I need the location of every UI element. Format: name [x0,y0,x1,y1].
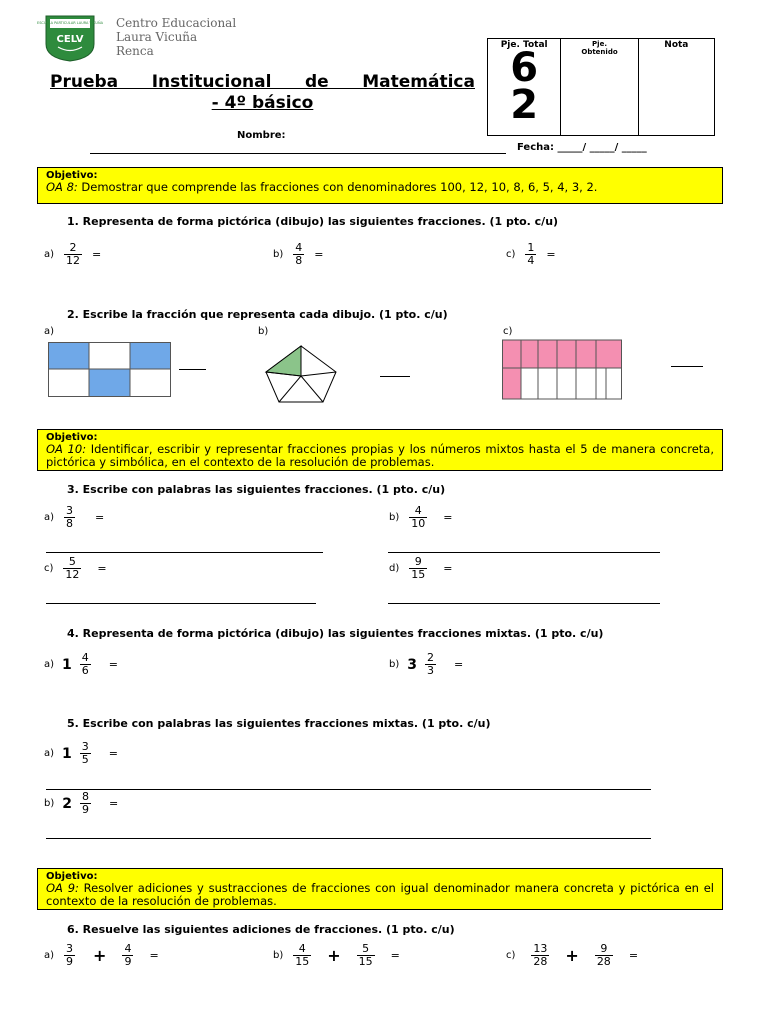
grade-col[interactable] [639,39,714,135]
fraction: $\frac{4}{6}$ [81,651,89,677]
fecha-field[interactable]: Fecha: _____/ _____/ _____ [517,142,647,153]
q1-item-a: a) $\frac{2}{12}$ = [44,241,102,267]
q5-answer-line-b[interactable] [46,838,651,839]
objective-text: Resolver adiciones y sustracciones de fracciones con igual denominador manera concreta y pictórica en el contexto de la resolución de problemas. [46,881,715,908]
score-box [487,38,715,136]
objective-box-1 [37,167,723,204]
q3-item-b: b) $\frac{4}{10}$ = [389,504,453,530]
score-total-label: Pje. Total [500,40,548,50]
q2-label-c: c) [503,326,513,337]
school-line-1: Centro Educacional [116,16,237,30]
q5-item-a: a) 1 $\frac{3}{5}$ = [44,740,118,766]
score-total-digit-2: 2 [510,82,539,128]
q1-item-c: c) $\frac{1}{4}$ = [506,241,556,267]
q3-item-a: a) $\frac{3}{8}$ = [44,504,105,530]
q4-item-a: a) 1 $\frac{4}{6}$ = [44,651,118,677]
q2-grid-c [502,339,624,405]
fraction: $\frac{4}{10}$ [411,504,426,530]
objective-title: Objetivo: [46,432,98,443]
q2-grid-a [48,342,173,402]
fraction: $\frac{1}{4}$ [527,241,535,267]
q6-item-c: c) $\frac{13}{28}$ + $\frac{9}{28}$ = [506,942,639,968]
objective-box-2 [37,429,723,471]
q5-item-b: b) 2 $\frac{8}{9}$ = [44,790,119,816]
fraction: $\frac{5}{12}$ [65,555,80,581]
page-title [50,72,475,114]
nombre-input-line[interactable] [90,146,506,154]
school-line-3: Renca [116,44,154,58]
score-obtained-col[interactable] [561,39,638,135]
objective-code: OA 8: [46,180,78,194]
fraction: $\frac{2}{12}$ [66,241,81,267]
question-5: 5. Escribe con palabras las siguientes fracciones mixtas. (1 pto. c/u) [67,717,491,730]
question-1: 1. Representa de forma pictórica (dibujo) las siguientes fracciones. (1 pto. c/u) [67,215,559,228]
question-4: 4. Representa de forma pictórica (dibujo) las siguientes fracciones mixtas. (1 pto. c/u) [67,627,604,640]
nombre-label: Nombre: [237,130,286,141]
fraction: $\frac{3}{5}$ [81,740,89,766]
question-6: 6. Resuelve las siguientes adiciones de fracciones. (1 pto. c/u) [67,923,455,936]
q3-answer-line-a[interactable] [46,552,323,553]
q2-answer-line-c[interactable] [671,366,703,367]
objective-text: Identificar, escribir y representar fracciones propias y los números mixtos hasta el 5 de manera concreta, pictórica y simbólica, en el contexto de la resolución de problemas. [46,442,714,469]
q3-item-c: c) $\frac{5}{12}$ = [44,555,107,581]
fraction: $\frac{13}{28}$ [533,942,548,968]
fraction: $\frac{8}{9}$ [82,790,89,816]
school-info [116,16,236,58]
q5-answer-line-a[interactable] [46,789,651,790]
fraction: $\frac{4}{9}$ [124,942,132,968]
q1-item-b: b) $\frac{4}{8}$ = [273,241,324,267]
score-total-col [488,39,561,135]
fraction: $\frac{3}{8}$ [66,504,74,530]
fraction: $\frac{2}{3}$ [427,651,434,677]
question-3: 3. Escribe con palabras las siguientes fracciones. (1 pto. c/u) [67,483,446,496]
school-logo [36,14,104,62]
fraction: $\frac{5}{15}$ [358,942,373,968]
q3-answer-line-c[interactable] [46,603,316,604]
fraction: $\frac{4}{8}$ [295,241,303,267]
title-line-2: - 4º básico [211,93,314,113]
fraction: $\frac{9}{15}$ [411,555,426,581]
q2-label-b: b) [258,326,269,337]
objective-text: Demostrar que comprende las fracciones con denominadores 100, 12, 10, 8, 6, 5, 4, 3, 2. [77,180,598,194]
q6-item-a: a) $\frac{3}{9}$ + $\frac{4}{9}$ = [44,942,159,968]
q4-item-b: b) 3 $\frac{2}{3}$ = [389,651,464,677]
objective-box-3 [37,868,723,910]
fraction: $\frac{4}{15}$ [295,942,310,968]
logo-acronym: CELV [56,34,84,45]
logo-text-top: ESCUELA PARTICULAR LAURA VICUÑA [36,21,104,25]
objective-code: OA 10: [46,442,87,456]
q2-pentagon-b [263,344,339,408]
q2-answer-line-b[interactable] [380,376,410,377]
objective-title: Objetivo: [46,170,98,181]
fraction: $\frac{3}{9}$ [66,942,74,968]
objective-title: Objetivo: [46,871,98,882]
grade-label: Nota [664,40,689,50]
fraction: $\frac{9}{28}$ [596,942,611,968]
q3-answer-line-d[interactable] [388,603,660,604]
title-line-1: Prueba Institucional de Matemática [50,72,475,92]
school-line-2: Laura Vicuña [116,30,198,44]
score-obtained-label: Pje. Obtenido [581,40,618,56]
q2-label-a: a) [44,326,55,337]
question-2: 2. Escribe la fracción que representa cada dibujo. (1 pto. c/u) [67,308,448,321]
q3-answer-line-b[interactable] [388,552,660,553]
q6-item-b: b) $\frac{4}{15}$ + $\frac{5}{15}$ = [273,942,400,968]
score-total-digit-1: 6 [510,45,539,91]
q3-item-d: d) $\frac{9}{15}$ = [389,555,453,581]
objective-code: OA 9: [46,881,79,895]
q2-answer-line-a[interactable] [179,369,206,370]
